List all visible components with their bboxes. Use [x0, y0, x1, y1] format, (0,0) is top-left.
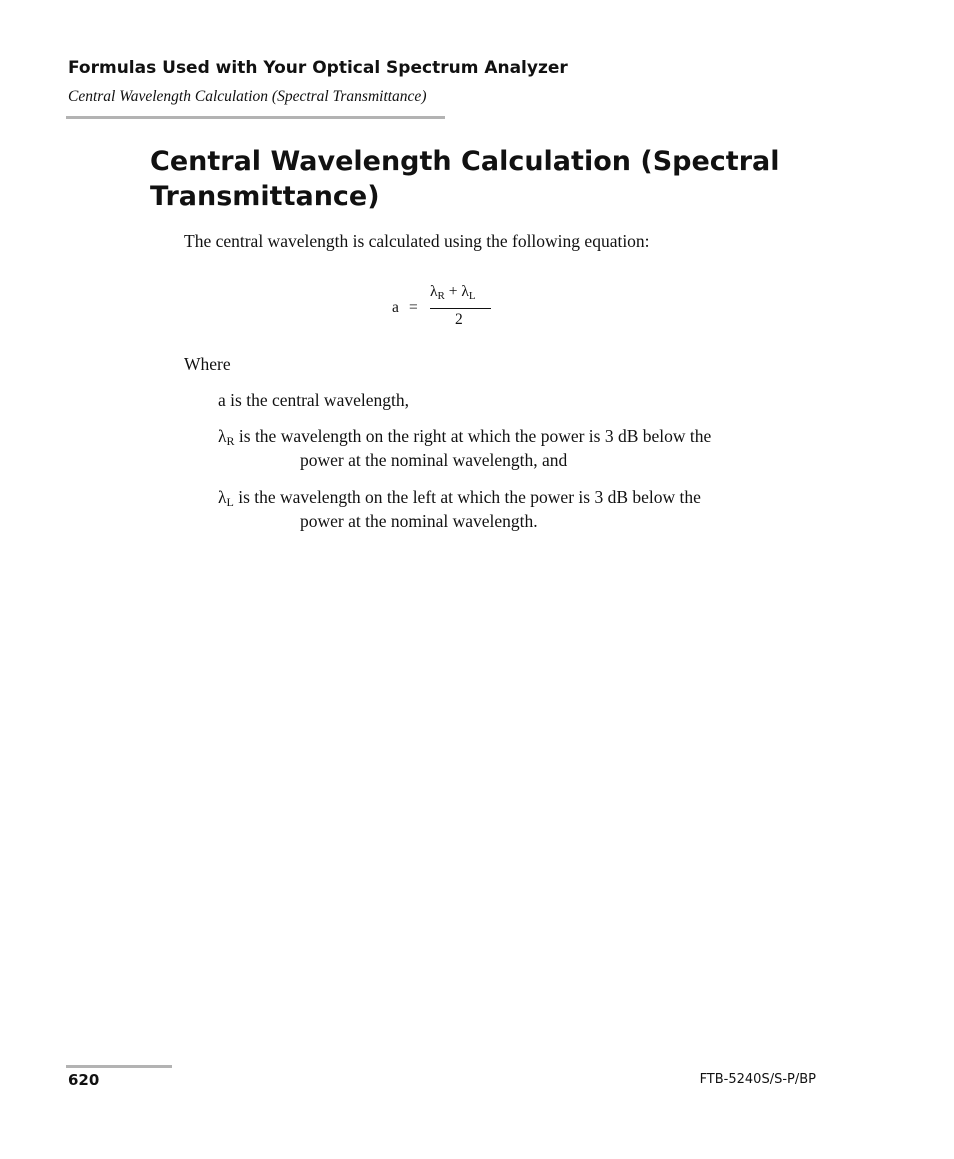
- definition-symbol: λ: [218, 426, 227, 446]
- equation-lhs: a: [392, 299, 399, 316]
- header-rule: [66, 116, 445, 119]
- definition-continuation: power at the nominal wavelength.: [300, 511, 538, 531]
- section-running-title: Central Wavelength Calculation (Spectral Transmittance): [68, 88, 427, 105]
- equation-equals: =: [409, 299, 418, 316]
- definition-text: is the central wavelength,: [225, 390, 409, 410]
- central-wavelength-equation: [390, 283, 500, 333]
- definition-lambda-l: [218, 485, 838, 533]
- fraction-bar: [430, 308, 491, 309]
- definition-text: is the wavelength on the left at which the power is 3 dB below the: [233, 487, 701, 507]
- definition-symbol: a: [218, 390, 226, 410]
- definition-subscript: R: [226, 434, 235, 448]
- chapter-title: Formulas Used with Your Optical Spectrum Analyzer: [68, 58, 568, 78]
- footer-rule: [66, 1065, 172, 1068]
- lambda-l: λ: [461, 283, 469, 300]
- plus-sign: +: [448, 283, 458, 300]
- equation-denominator: 2: [455, 311, 463, 328]
- definition-a: [218, 388, 409, 412]
- definition-continuation: power at the nominal wavelength, and: [300, 450, 568, 470]
- definition-text: is the wavelength on the right at which the power is 3 dB below the: [234, 426, 712, 446]
- page-number: 620: [68, 1071, 100, 1089]
- subscript-r: R: [437, 290, 445, 302]
- lambda-r: λ: [430, 283, 438, 300]
- product-name: FTB-5240S/S-P/BP: [699, 1072, 816, 1087]
- definition-symbol: λ: [218, 487, 227, 507]
- definition-subscript: L: [226, 495, 234, 509]
- section-heading: Central Wavelength Calculation (Spectral Transmittance): [150, 146, 780, 212]
- intro-paragraph: The central wavelength is calculated using the following equation:: [184, 231, 650, 251]
- definition-lambda-r: [218, 424, 838, 472]
- subscript-l: L: [468, 290, 476, 302]
- equation-numerator: [430, 283, 476, 301]
- where-label: Where: [184, 354, 231, 374]
